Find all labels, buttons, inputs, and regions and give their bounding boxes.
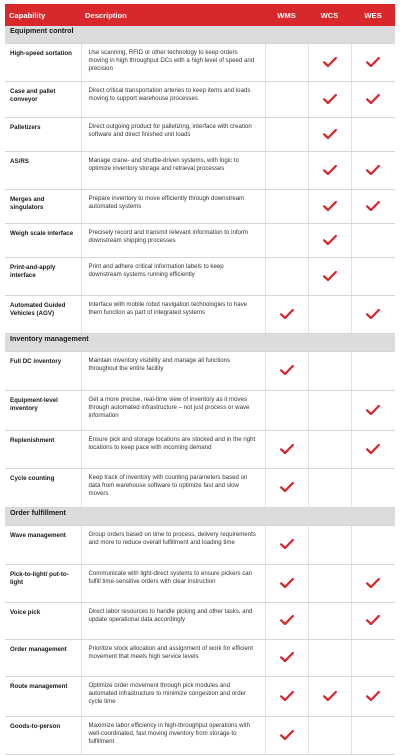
wcs-cell <box>308 190 351 224</box>
wes-cell <box>351 677 395 717</box>
wms-cell <box>265 152 308 190</box>
capability-cell: Merges and singulators <box>5 190 81 224</box>
check-icon <box>280 730 294 740</box>
capability-cell: Pick-to-light/ put-to-light <box>5 565 81 603</box>
capability-cell: AS/RS <box>5 152 81 190</box>
description-cell: Optimize order movement through pick modules and automated infrastructure to minimize congestion and order cycle time <box>81 677 265 717</box>
wes-cell <box>351 296 395 334</box>
capability-cell: Weigh scale interface <box>5 224 81 258</box>
capability-cell: High-speed sortation <box>5 44 81 82</box>
wms-cell <box>265 677 308 717</box>
wes-cell <box>351 391 395 431</box>
table-row <box>5 224 395 258</box>
description-cell: Maintain inventory visibility and manage all functions throughout the entire facility <box>81 352 265 391</box>
wms-cell <box>265 469 308 508</box>
wes-cell <box>351 190 395 224</box>
table-row <box>5 391 395 431</box>
wes-cell <box>351 640 395 677</box>
wms-cell <box>265 224 308 258</box>
check-icon <box>366 444 380 454</box>
wes-cell <box>351 603 395 640</box>
wcs-cell <box>308 82 351 118</box>
check-icon <box>280 365 294 375</box>
capability-cell: Goods-to-person <box>5 717 81 755</box>
table-row <box>5 296 395 334</box>
capability-comparison-table <box>5 4 395 755</box>
wes-cell <box>351 469 395 508</box>
wcs-cell <box>308 565 351 603</box>
check-icon <box>323 691 337 701</box>
table-row <box>5 640 395 677</box>
wcs-cell <box>308 677 351 717</box>
description-cell: Prioritize stock allocation and assignment of work for efficient movement that meets high service levels <box>81 640 265 677</box>
check-icon <box>323 271 337 281</box>
description-cell: Communicate with light-direct systems to ensure pickers can fulfill time-sensitive orders with clear instruction <box>81 565 265 603</box>
wes-cell <box>351 44 395 82</box>
description-cell: Direct critical transportation arteries to keep items and loads moving to support warehouse processes <box>81 82 265 118</box>
section-header <box>5 26 395 44</box>
wms-cell <box>265 44 308 82</box>
check-icon <box>366 165 380 175</box>
header-description: Description <box>81 4 265 26</box>
wms-cell <box>265 82 308 118</box>
description-cell: Precisely record and transmit relevant information to inform downstream shipping processes <box>81 224 265 258</box>
section-title: Order fulfillment <box>5 508 395 526</box>
wms-cell <box>265 391 308 431</box>
table-row <box>5 565 395 603</box>
wes-cell <box>351 526 395 565</box>
check-icon <box>366 615 380 625</box>
wcs-cell <box>308 469 351 508</box>
check-icon <box>323 165 337 175</box>
description-cell: Get a more precise, real-time view of inventory as it moves through automated infrastructure – not just process or wave information <box>81 391 265 431</box>
wms-cell <box>265 190 308 224</box>
check-icon <box>280 691 294 701</box>
table-row <box>5 258 395 296</box>
wes-cell <box>351 118 395 152</box>
description-cell: Print and adhere critical information labels to keep downstream systems running efficiently <box>81 258 265 296</box>
table-row <box>5 677 395 717</box>
wcs-cell <box>308 603 351 640</box>
wcs-cell <box>308 224 351 258</box>
capability-cell: Print-and-apply interface <box>5 258 81 296</box>
wes-cell <box>351 258 395 296</box>
description-cell: Direct outgoing product for palletizing, interface with creation software and direct finished unit loads <box>81 118 265 152</box>
wcs-cell <box>308 352 351 391</box>
capability-cell: Replenishment <box>5 431 81 469</box>
capability-cell: Automated Guided Vehicles (AGV) <box>5 296 81 334</box>
wms-cell <box>265 352 308 391</box>
check-icon <box>366 57 380 67</box>
check-icon <box>366 201 380 211</box>
wms-cell <box>265 640 308 677</box>
check-icon <box>280 444 294 454</box>
capability-cell: Equipment-level inventory <box>5 391 81 431</box>
table-row <box>5 190 395 224</box>
check-icon <box>323 94 337 104</box>
wms-cell <box>265 296 308 334</box>
wcs-cell <box>308 640 351 677</box>
wes-cell <box>351 152 395 190</box>
check-icon <box>323 57 337 67</box>
wes-cell <box>351 224 395 258</box>
capability-cell: Cycle counting <box>5 469 81 508</box>
wms-cell <box>265 565 308 603</box>
wms-cell <box>265 526 308 565</box>
wms-cell <box>265 431 308 469</box>
capability-cell: Full DC inventory <box>5 352 81 391</box>
table-row <box>5 717 395 755</box>
description-cell: Use scanning, RFID or other technology to keep orders moving in high throughput DCs with a high level of speed and precision <box>81 44 265 82</box>
table-row <box>5 44 395 82</box>
table-row <box>5 82 395 118</box>
table-row <box>5 431 395 469</box>
wes-cell <box>351 717 395 755</box>
description-cell: Maximize labor efficiency in high-throughput operations with well-coordinated, fast moving inventory from storage to fulfillment <box>81 717 265 755</box>
description-cell: Group orders based on time to process, delivery requirements and more to reduce overall fulfillment and loading time <box>81 526 265 565</box>
wes-cell <box>351 82 395 118</box>
header-capability: Capability <box>5 4 81 26</box>
wms-cell <box>265 118 308 152</box>
wms-cell <box>265 603 308 640</box>
table-row <box>5 118 395 152</box>
capability-cell: Order management <box>5 640 81 677</box>
check-icon <box>366 578 380 588</box>
description-cell: Direct labor resources to handle picking and other tasks, and update operational data accordingly <box>81 603 265 640</box>
description-cell: Manage crane- and shuttle-driven systems, with logic to optimize inventory storage and retrieval processes <box>81 152 265 190</box>
capability-cell: Case and pallet conveyor <box>5 82 81 118</box>
table-row <box>5 152 395 190</box>
check-icon <box>280 578 294 588</box>
capability-cell: Voice pick <box>5 603 81 640</box>
wcs-cell <box>308 296 351 334</box>
section-title: Inventory management <box>5 334 395 352</box>
check-icon <box>280 615 294 625</box>
table-row <box>5 352 395 391</box>
table-row <box>5 469 395 508</box>
table-header <box>5 4 395 26</box>
wcs-cell <box>308 717 351 755</box>
check-icon <box>280 652 294 662</box>
check-icon <box>280 309 294 319</box>
wes-cell <box>351 431 395 469</box>
description-cell: Keep track of inventory with counting parameters based on data from warehouse software to optimize fast and slow movers <box>81 469 265 508</box>
wes-cell <box>351 565 395 603</box>
section-title: Equipment control <box>5 26 395 44</box>
check-icon <box>366 309 380 319</box>
capability-cell: Palletizers <box>5 118 81 152</box>
wms-cell <box>265 717 308 755</box>
wcs-cell <box>308 431 351 469</box>
check-icon <box>280 482 294 492</box>
wcs-cell <box>308 526 351 565</box>
check-icon <box>323 235 337 245</box>
table-row <box>5 526 395 565</box>
header-wms: WMS <box>265 4 308 26</box>
wes-cell <box>351 352 395 391</box>
wcs-cell <box>308 258 351 296</box>
description-cell: Prepare inventory to move efficiently through downstream automated systems <box>81 190 265 224</box>
check-icon <box>323 129 337 139</box>
wcs-cell <box>308 118 351 152</box>
wcs-cell <box>308 391 351 431</box>
section-header <box>5 334 395 352</box>
capability-cell: Route management <box>5 677 81 717</box>
table-body <box>5 26 395 755</box>
description-cell: Interface with mobile robot navigation technologies to have them function as part of integrated systems <box>81 296 265 334</box>
section-header <box>5 508 395 526</box>
header-wcs: WCS <box>308 4 351 26</box>
capability-cell: Wave management <box>5 526 81 565</box>
check-icon <box>366 94 380 104</box>
check-icon <box>366 691 380 701</box>
table-row <box>5 603 395 640</box>
description-cell: Ensure pick and storage locations are stocked and in the right locations to keep pace with incoming demand <box>81 431 265 469</box>
wms-cell <box>265 258 308 296</box>
check-icon <box>280 539 294 549</box>
check-icon <box>366 405 380 415</box>
wcs-cell <box>308 152 351 190</box>
wcs-cell <box>308 44 351 82</box>
check-icon <box>323 201 337 211</box>
header-wes: WES <box>351 4 395 26</box>
